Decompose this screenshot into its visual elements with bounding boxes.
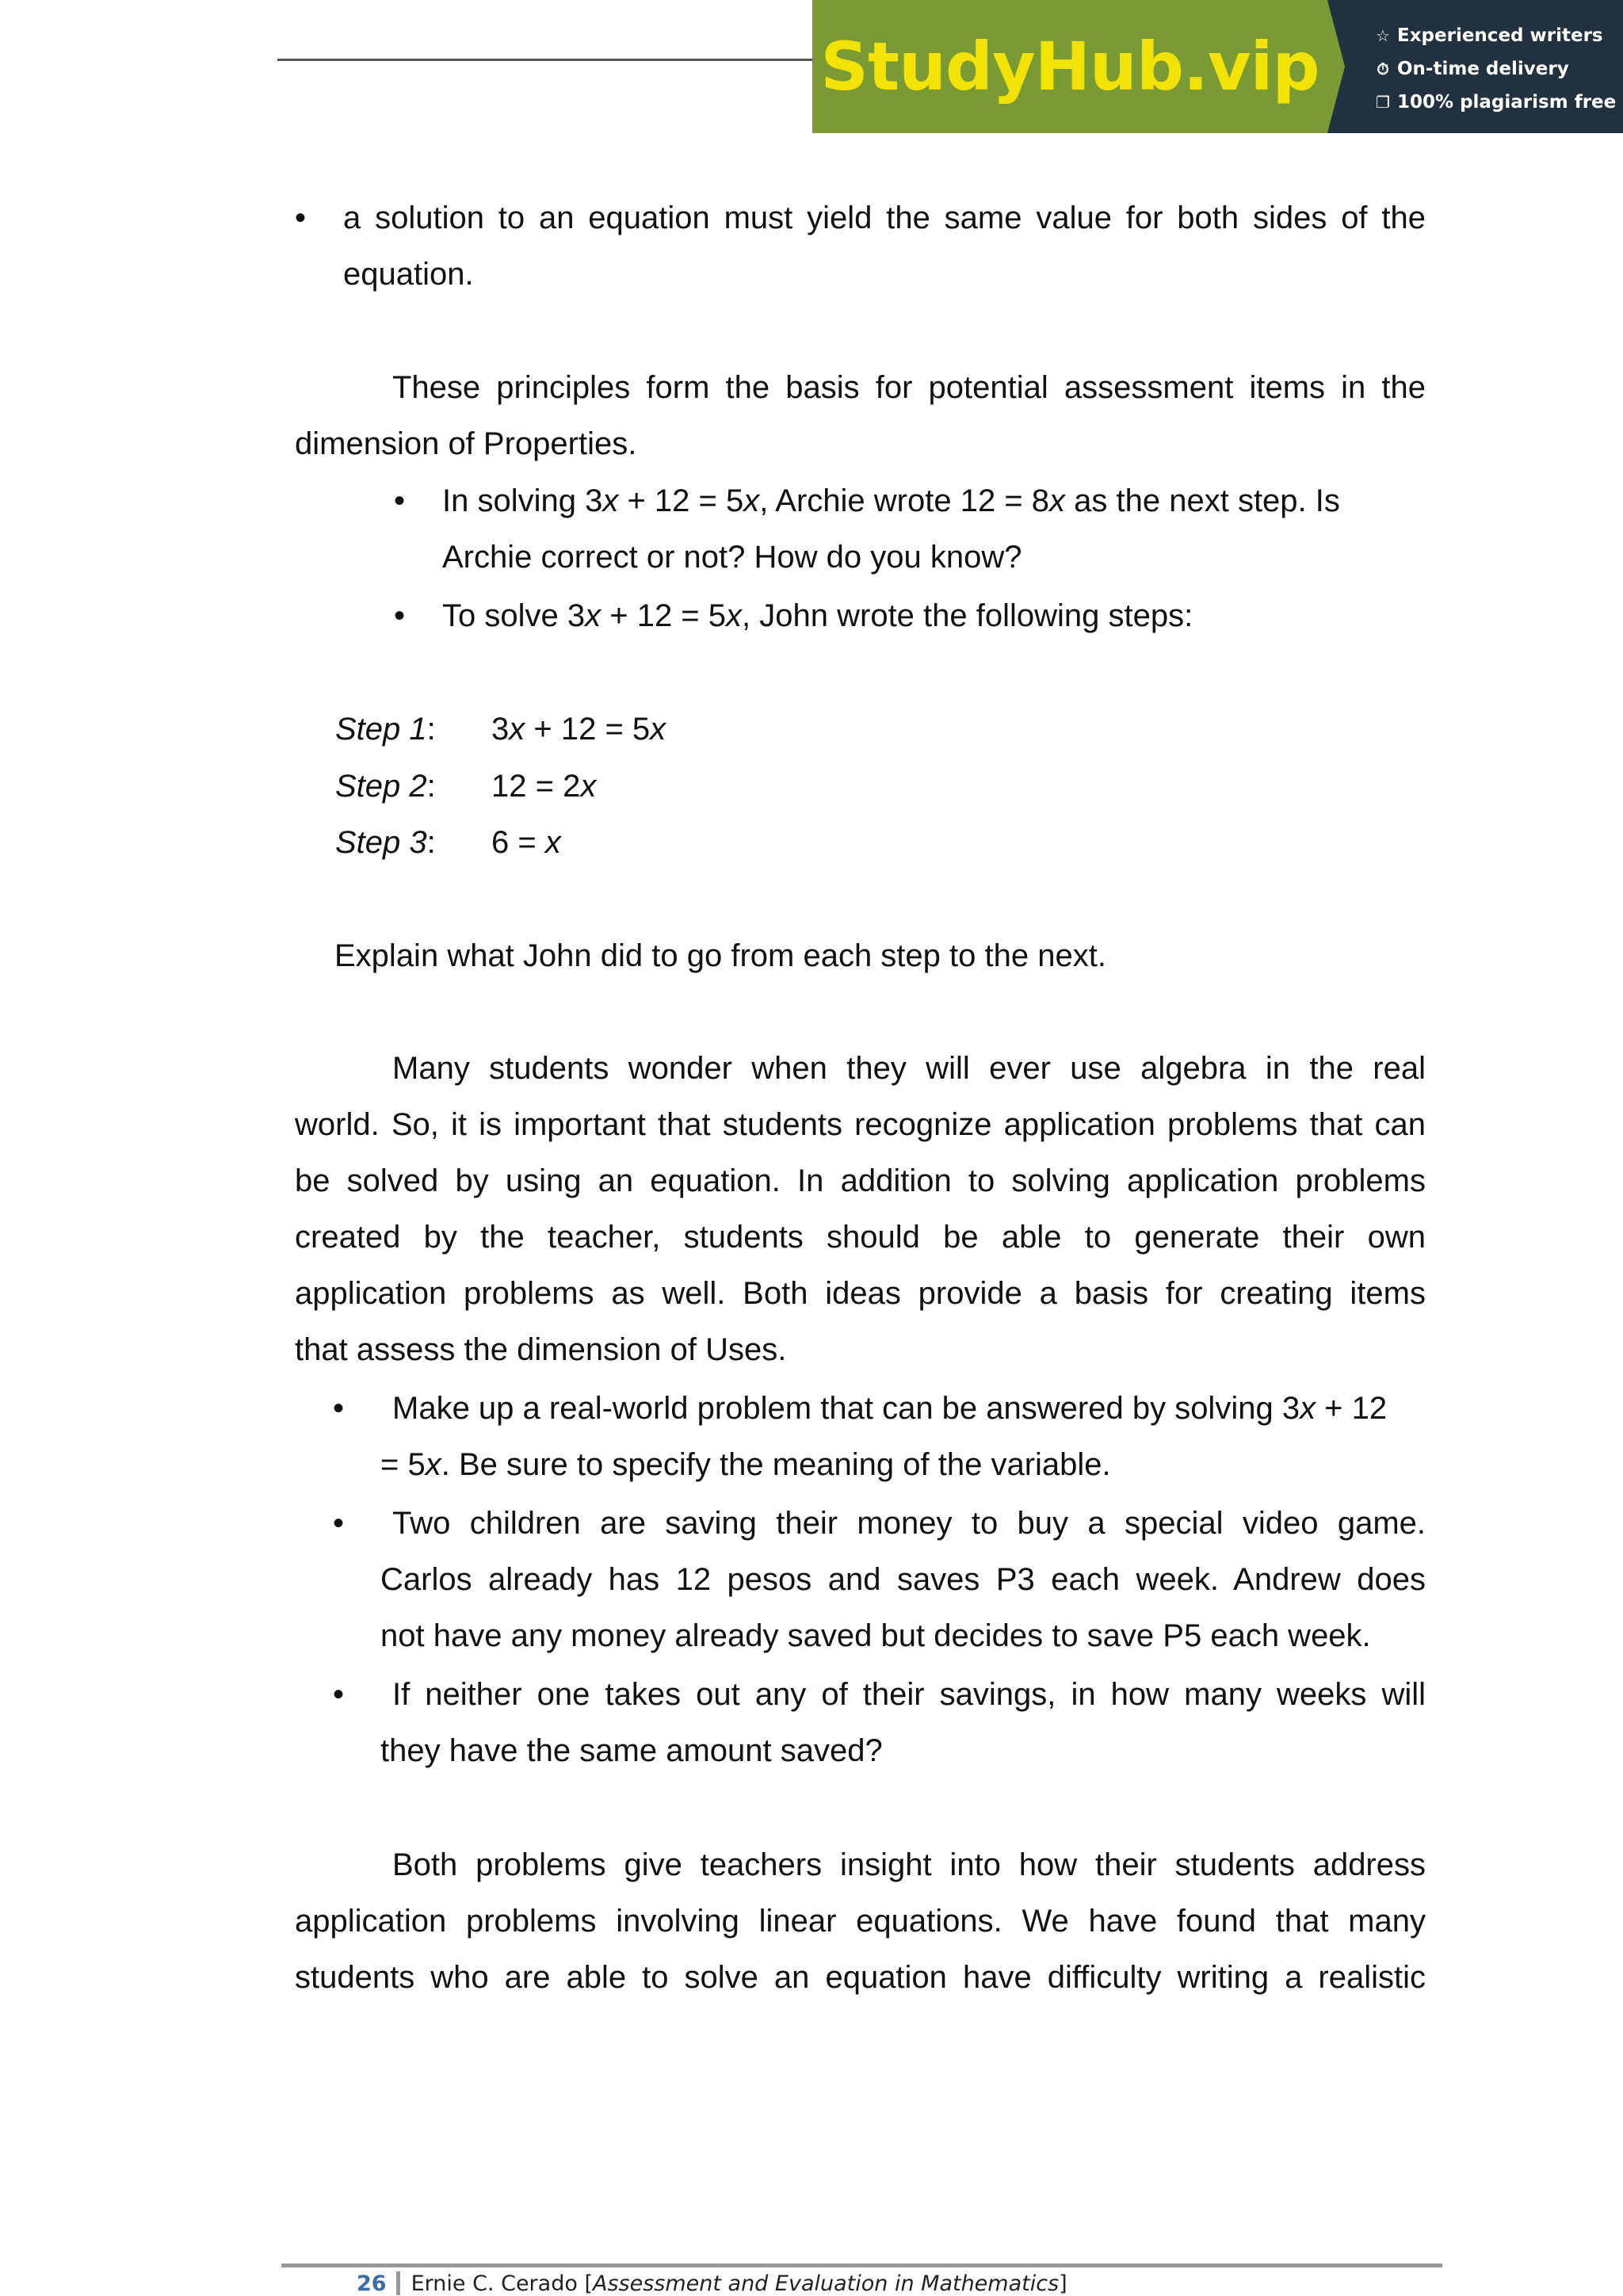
bullet-icon [333,1496,344,1552]
step-label: Step 1: [335,712,436,747]
header-rule [277,59,816,61]
bullet-text-line: Archie correct or not? How do you know? [442,540,1022,575]
copy-icon: ❐ [1376,93,1390,112]
clock-icon: ⏱ [1377,59,1389,78]
bullet-text-line: Make up a real-world problem that can be answered by solving 3x + 12 [392,1391,1388,1426]
star-icon: ☆ [1376,26,1390,45]
bullet-icon [333,1381,344,1437]
bullet-icon [394,588,405,644]
paragraph-line: Many students wonder when they will ever use algebra in the real [392,1051,1426,1086]
feature-label: Experienced writers [1397,25,1603,46]
footer-citation: Ernie C. Cerado [Assessment and Evaluation in Mathematics] [411,2271,1067,2296]
paragraph-line: Both problems give teachers insight into how their students address [392,1847,1426,1882]
footer-rule [281,2264,1442,2267]
bullet-icon [333,1667,344,1723]
feature-label: 100% plagiarism free [1397,92,1617,113]
step-equation: 3x + 12 = 5x [491,712,666,747]
paragraph-line: dimension of Properties. [295,426,637,461]
paragraph-line: application problems as well. Both ideas provide a basis for creating items [295,1276,1426,1311]
page-number: 26 [357,2271,387,2296]
bullet-icon [295,190,306,246]
bullet-text-line: equation. [343,257,474,292]
bullet-text-line: To solve 3x + 12 = 5x, John wrote the following steps: [442,598,1193,633]
bullet-icon [394,473,405,529]
step-label: Step 2: [335,769,436,804]
feature-item [1375,19,1623,52]
paragraph-line: created by the teacher, students should be able to generate their own [295,1220,1426,1255]
feature-label: On-time delivery [1397,59,1569,79]
paragraph-line: These principles form the basis for potential assessment items in the [392,370,1426,405]
bullet-text-line: = 5x. Be sure to specify the meaning of the variable. [380,1447,1111,1482]
feature-list [1327,0,1623,133]
bullet-text-line: a solution to an equation must yield the same value for both sides of the [343,201,1426,235]
explain-prompt: Explain what John did to go from each step to the next. [334,938,1106,973]
bullet-text-line: not have any money already saved but decides to save P5 each week. [380,1618,1371,1653]
step-equation: 12 = 2x [491,769,597,804]
footer-divider [396,2271,400,2295]
bullet-text-line: Carlos already has 12 pesos and saves P3 each week. Andrew does [380,1562,1426,1597]
feature-item [1375,86,1623,119]
paragraph-line: be solved by using an equation. In addition to solving application problems [295,1163,1426,1198]
paragraph-line: that assess the dimension of Uses. [295,1332,787,1367]
bullet-text-line: In solving 3x + 12 = 5x, Archie wrote 12 = 8x as the next step. Is [442,483,1340,518]
brand-name: StudyHub.vip [820,28,1319,105]
bullet-text-line: they have the same amount saved? [380,1733,883,1768]
bullet-text-line: Two children are saving their money to buy a special video game. [392,1506,1426,1541]
step-label: Step 3: [335,825,436,860]
paragraph-line: world. So, it is important that students recognize application problems that can [295,1107,1426,1142]
page-footer [357,2271,1067,2295]
bullet-text-line: If neither one takes out any of their savings, in how many weeks will [392,1677,1426,1712]
brand-logo[interactable] [812,0,1327,133]
paragraph-line: students who are able to solve an equation have difficulty writing a realistic [295,1960,1426,1995]
studyhub-banner[interactable] [812,0,1623,133]
feature-item [1375,52,1623,86]
step-equation: 6 = x [491,825,561,860]
paragraph-line: application problems involving linear equations. We have found that many [295,1904,1426,1939]
